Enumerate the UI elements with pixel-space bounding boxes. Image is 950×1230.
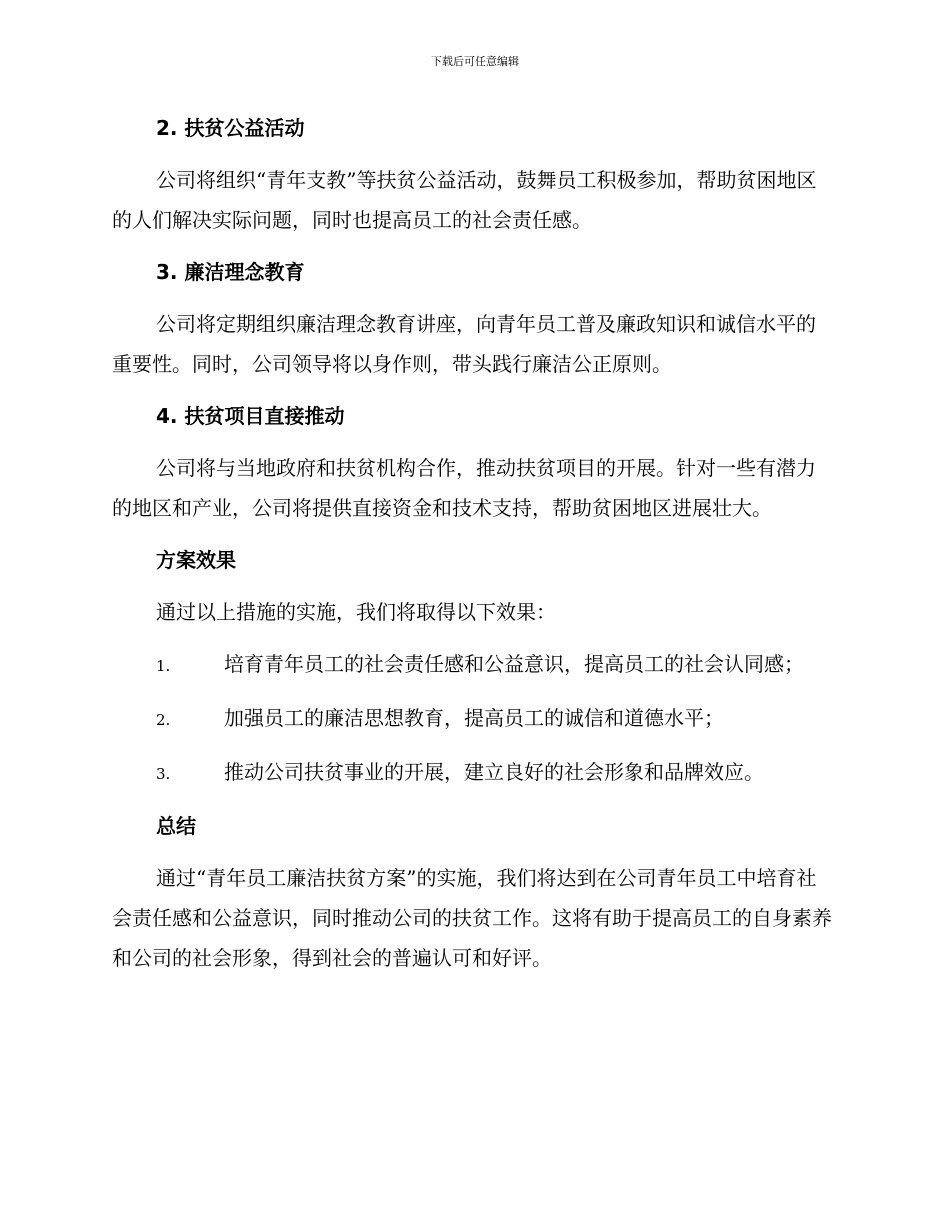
effect-list-item-1: [112, 644, 832, 686]
list-number: 3.: [156, 765, 171, 783]
section-heading-effects: 方案效果: [156, 548, 236, 572]
list-text: 加强员工的廉洁思想教育，提高员工的诚信和道德水平；: [224, 706, 724, 730]
page-header: 下载后可任意编辑: [431, 55, 519, 68]
section-heading-integrity-education: 3. 廉洁理念教育: [156, 260, 305, 284]
section-paragraph-poverty-charity: 公司将组织“青年支教”等扶贫公益活动，鼓舞员工积极参加，帮助贫困地区的人们解决实际问题，同时也提高员工的社会责任感。: [112, 168, 817, 232]
section-heading-poverty-charity: 2. 扶贫公益活动: [156, 116, 305, 140]
list-number: 1.: [156, 657, 171, 675]
list-text: 培育青年员工的社会责任感和公益意识，提高员工的社会认同感；: [224, 652, 804, 676]
effect-list-item-2: [112, 698, 832, 740]
effect-list-item-3: [112, 752, 832, 794]
section-paragraph-poverty-projects: 公司将与当地政府和扶贫机构合作，推动扶贫项目的开展。针对一些有潜力的地区和产业，公司将提供直接资金和技术支持，帮助贫困地区进展壮大。: [112, 456, 816, 520]
list-number: 2.: [156, 711, 171, 729]
section-paragraph-summary: 通过“青年员工廉洁扶贫方案”的实施，我们将达到在公司青年员工中培育社会责任感和公益意识，同时推动公司的扶贫工作。这将有助于提高员工的自身素养和公司的社会形象，得到社会的普遍认可和好评。: [112, 866, 832, 970]
list-text: 推动公司扶贫事业的开展，建立良好的社会形象和品牌效应。: [224, 760, 764, 784]
effects-intro: 通过以上措施的实施，我们将取得以下效果：: [156, 600, 556, 624]
section-heading-summary: 总结: [156, 814, 196, 838]
section-paragraph-integrity-education: 公司将定期组织廉洁理念教育讲座，向青年员工普及廉政知识和诚信水平的重要性。同时，公司领导将以身作则，带头践行廉洁公正原则。: [112, 312, 816, 376]
section-heading-poverty-projects: 4. 扶贫项目直接推动: [156, 404, 345, 428]
document-body: [112, 108, 832, 978]
